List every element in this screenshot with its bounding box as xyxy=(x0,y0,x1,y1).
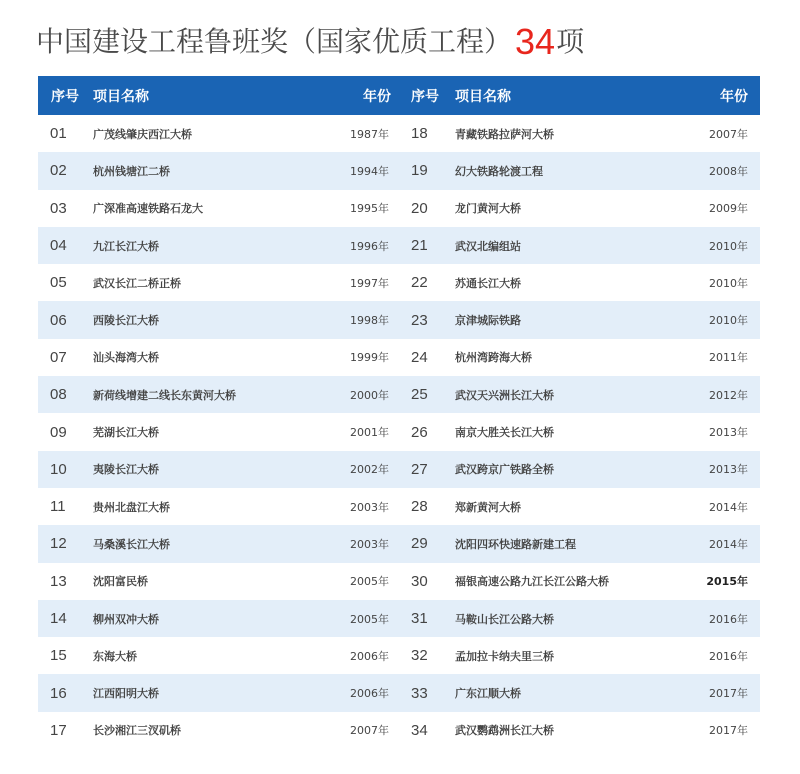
record-name: 京津城际铁路 xyxy=(455,314,521,328)
record-index: 30 xyxy=(411,572,428,590)
record-year: 2013年 xyxy=(709,463,748,477)
record-year: 2001年 xyxy=(350,426,389,440)
table-header xyxy=(38,76,760,115)
record-name: 武汉长江二桥正桥 xyxy=(93,276,181,290)
right-record xyxy=(399,488,760,525)
right-record xyxy=(399,637,760,674)
right-record xyxy=(399,563,760,600)
table-row xyxy=(38,190,760,227)
record-index: 14 xyxy=(50,610,67,627)
header-name: 项目名称 xyxy=(93,88,149,105)
right-record xyxy=(399,152,760,189)
record-year: 2007年 xyxy=(350,724,389,738)
right-record xyxy=(399,376,760,413)
record-name: 芜湖长江大桥 xyxy=(93,426,159,440)
record-year: 2006年 xyxy=(350,687,389,701)
header-name: 项目名称 xyxy=(455,88,511,105)
record-index: 11 xyxy=(50,498,66,516)
record-year: 2014年 xyxy=(709,537,748,551)
record-name: 幻大铁路轮渡工程 xyxy=(455,164,543,178)
record-year: 2014年 xyxy=(709,500,748,514)
record-name: 广东江顺大桥 xyxy=(455,687,521,701)
record-year: 2011年 xyxy=(709,351,748,365)
right-record xyxy=(399,190,760,227)
right-record xyxy=(399,674,760,711)
right-record xyxy=(399,339,760,376)
record-year: 2016年 xyxy=(709,649,748,663)
record-index: 10 xyxy=(50,460,67,478)
record-name: 沈阳四环快速路新建工程 xyxy=(455,537,576,551)
record-name: 苏通长江大桥 xyxy=(455,276,521,290)
record-year: 2003年 xyxy=(350,500,389,514)
record-name: 汕头海湾大桥 xyxy=(93,351,159,365)
record-name: 孟加拉卡纳夫里三桥 xyxy=(455,649,554,663)
record-name: 武汉跨京广铁路全桥 xyxy=(455,463,554,477)
left-record xyxy=(38,525,399,562)
left-record xyxy=(38,413,399,450)
header-index: 序号 xyxy=(411,88,439,105)
record-year: 2008年 xyxy=(709,164,748,178)
table-body xyxy=(38,115,760,749)
record-index: 34 xyxy=(411,721,428,739)
record-year: 2012年 xyxy=(709,388,748,402)
title-count: 34 xyxy=(515,21,556,62)
table-row xyxy=(38,637,760,674)
right-record xyxy=(399,600,760,637)
record-name: 杭州湾跨海大桥 xyxy=(455,351,532,365)
record-name: 东海大桥 xyxy=(93,649,137,663)
table-row xyxy=(38,413,760,450)
table-row xyxy=(38,674,760,711)
record-name: 九江长江大桥 xyxy=(93,239,159,253)
record-index: 27 xyxy=(411,460,428,478)
record-year: 1996年 xyxy=(350,239,389,253)
header-left xyxy=(38,76,399,115)
table-row xyxy=(38,563,760,600)
record-name: 新荷线增建二线长东黄河大桥 xyxy=(93,388,236,402)
right-record xyxy=(399,227,760,264)
record-name: 夷陵长江大桥 xyxy=(93,463,159,477)
left-record xyxy=(38,190,399,227)
table-row xyxy=(38,600,760,637)
left-record xyxy=(38,563,399,600)
left-record xyxy=(38,637,399,674)
left-record xyxy=(38,301,399,338)
left-record xyxy=(38,264,399,301)
right-record xyxy=(399,525,760,562)
record-name: 西陵长江大桥 xyxy=(93,314,159,328)
right-record xyxy=(399,451,760,488)
table-row xyxy=(38,152,760,189)
record-index: 26 xyxy=(411,423,428,441)
title-suffix: 项 xyxy=(556,25,585,58)
record-year: 1995年 xyxy=(350,202,389,216)
record-year: 2002年 xyxy=(350,463,389,477)
record-year: 2016年 xyxy=(709,612,748,626)
table-row xyxy=(38,264,760,301)
header-year: 年份 xyxy=(363,88,391,105)
record-year: 2010年 xyxy=(709,276,748,290)
left-record xyxy=(38,115,399,152)
record-index: 04 xyxy=(50,237,67,255)
table-row xyxy=(38,339,760,376)
record-index: 31 xyxy=(411,610,428,627)
record-index: 07 xyxy=(50,348,67,366)
record-year: 2000年 xyxy=(350,388,389,402)
header-index: 序号 xyxy=(51,88,79,105)
record-year: 2009年 xyxy=(709,202,748,216)
left-record xyxy=(38,674,399,711)
record-index: 06 xyxy=(50,311,67,329)
record-year: 1999年 xyxy=(350,351,389,365)
record-name: 广茂线肇庆西江大桥 xyxy=(93,127,192,141)
record-year: 1994年 xyxy=(350,164,389,178)
record-name: 武汉北编组站 xyxy=(455,239,521,253)
left-record xyxy=(38,488,399,525)
record-name: 马鞍山长江公路大桥 xyxy=(455,612,554,626)
record-index: 02 xyxy=(50,162,67,180)
table-row xyxy=(38,488,760,525)
record-name: 武汉鹦鹉洲长江大桥 xyxy=(455,724,554,738)
right-record xyxy=(399,264,760,301)
record-name: 龙门黄河大桥 xyxy=(455,202,521,216)
record-name: 郑新黄河大桥 xyxy=(455,500,521,514)
left-record xyxy=(38,451,399,488)
record-name: 南京大胜关长江大桥 xyxy=(455,426,554,440)
record-year: 2015年 xyxy=(706,575,748,589)
record-name: 福银高速公路九江长江公路大桥 xyxy=(455,575,609,589)
left-record xyxy=(38,376,399,413)
record-index: 33 xyxy=(411,684,428,702)
record-name: 贵州北盘江大桥 xyxy=(93,500,170,514)
table-row xyxy=(38,227,760,264)
record-name: 广深准高速铁路石龙大 xyxy=(93,202,203,216)
record-index: 22 xyxy=(411,274,428,292)
record-index: 23 xyxy=(411,311,428,329)
record-index: 05 xyxy=(50,274,67,292)
awards-table xyxy=(38,76,760,749)
record-name: 江西阳明大桥 xyxy=(93,687,159,701)
page-title xyxy=(36,12,584,62)
record-index: 32 xyxy=(411,647,428,665)
left-record xyxy=(38,227,399,264)
record-name: 沈阳富民桥 xyxy=(93,575,148,589)
record-name: 马桑溪长江大桥 xyxy=(93,537,170,551)
record-index: 20 xyxy=(411,199,428,217)
header-year: 年份 xyxy=(720,88,748,105)
table-row xyxy=(38,712,760,749)
table-row xyxy=(38,301,760,338)
record-year: 2003年 xyxy=(350,537,389,551)
record-index: 17 xyxy=(50,721,67,739)
left-record xyxy=(38,600,399,637)
record-name: 柳州双冲大桥 xyxy=(93,612,159,626)
record-index: 13 xyxy=(50,572,67,590)
table-row xyxy=(38,115,760,152)
record-year: 2005年 xyxy=(350,612,389,626)
record-index: 19 xyxy=(411,162,428,180)
record-index: 29 xyxy=(411,535,428,553)
record-year: 2013年 xyxy=(709,426,748,440)
record-year: 2007年 xyxy=(709,127,748,141)
record-index: 21 xyxy=(411,237,428,255)
record-name: 杭州钱塘江二桥 xyxy=(93,164,170,178)
record-year: 2017年 xyxy=(709,724,748,738)
record-index: 28 xyxy=(411,498,428,516)
record-name: 武汉天兴洲长江大桥 xyxy=(455,388,554,402)
record-year: 1998年 xyxy=(350,314,389,328)
record-index: 16 xyxy=(50,684,67,702)
record-year: 2005年 xyxy=(350,575,389,589)
table-row xyxy=(38,525,760,562)
right-record xyxy=(399,413,760,450)
record-index: 03 xyxy=(50,199,67,217)
record-year: 1997年 xyxy=(350,276,389,290)
record-year: 2006年 xyxy=(350,649,389,663)
title-prefix: 中国建设工程鲁班奖（国家优质工程） xyxy=(36,25,513,58)
left-record xyxy=(38,152,399,189)
record-name: 青藏铁路拉萨河大桥 xyxy=(455,127,554,141)
right-record xyxy=(399,301,760,338)
record-year: 2010年 xyxy=(709,239,748,253)
record-year: 2017年 xyxy=(709,687,748,701)
record-year: 2010年 xyxy=(709,314,748,328)
table-row xyxy=(38,451,760,488)
right-record xyxy=(399,712,760,749)
header-right xyxy=(399,76,760,115)
record-name: 长沙湘江三汊矶桥 xyxy=(93,724,181,738)
record-index: 18 xyxy=(411,125,428,143)
left-record xyxy=(38,339,399,376)
right-record xyxy=(399,115,760,152)
table-row xyxy=(38,376,760,413)
record-index: 01 xyxy=(50,125,67,143)
record-index: 12 xyxy=(50,535,67,553)
record-year: 1987年 xyxy=(350,127,389,141)
record-index: 09 xyxy=(50,423,67,441)
record-index: 15 xyxy=(50,647,67,665)
record-index: 08 xyxy=(50,386,67,404)
left-record xyxy=(38,712,399,749)
record-index: 25 xyxy=(411,386,428,404)
record-index: 24 xyxy=(411,348,428,366)
